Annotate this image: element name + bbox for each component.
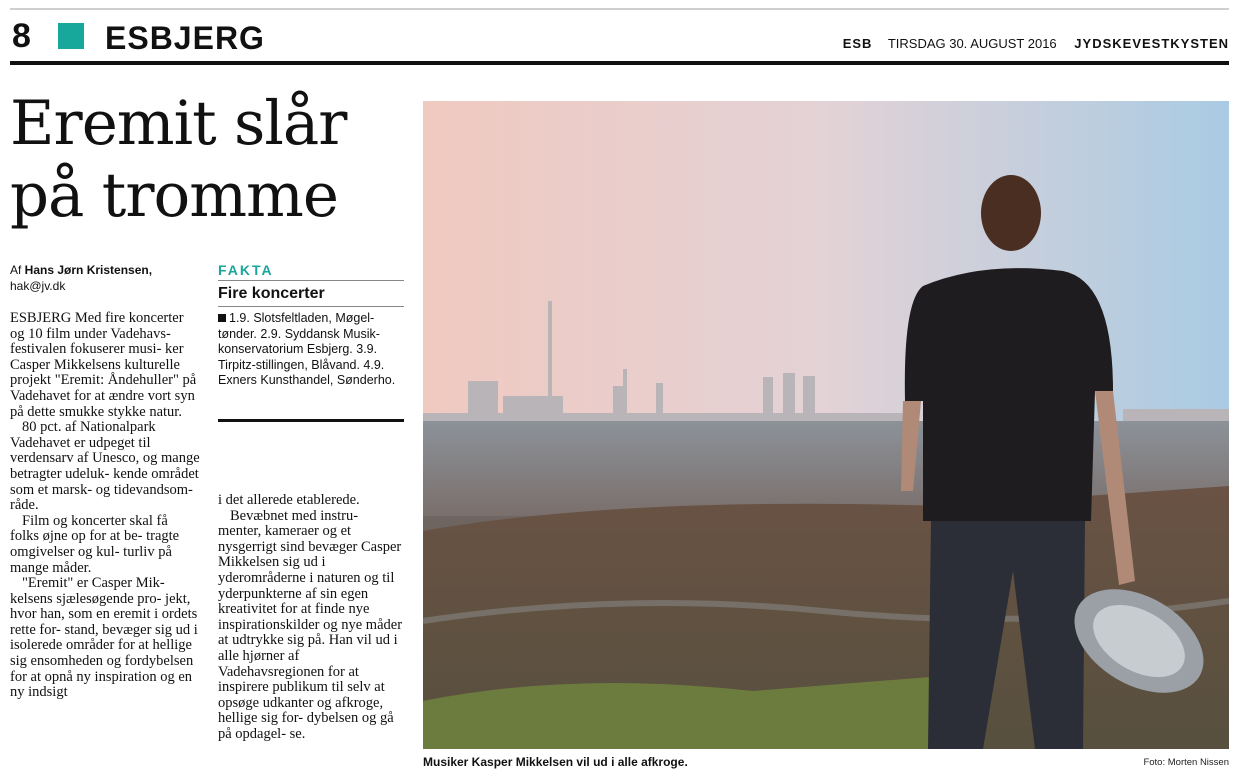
fakta-text [218, 311, 404, 389]
square-bullet-icon [218, 314, 226, 322]
fakta-box [218, 262, 404, 389]
photo-caption: Musiker Kasper Mikkelsen vil ud i alle afkroge. [423, 755, 688, 769]
top-rule [10, 8, 1229, 10]
article-column-2 [218, 493, 404, 743]
paragraph: i det allerede etablerede. [218, 492, 360, 508]
paragraph: ESBJERG Med fire koncerter og 10 film under Vadehavs- festivalen fokuserer musi- ker Casper Mikkelsens kulturelle projekt "Eremit: Åndehuller" på Vadehavet for at ændre vort syn på dette smukke stykke natur. [10, 310, 197, 420]
fakta-text-body: 1.9. Slotsfeltladen, Møgel- tønder. 2.9. Syddansk Musik- konservatorium Esbjerg. 3.9. Tirpitz-stillingen, Blåvand. 4.9. Exners Kunsthandel, Sønderho. [218, 311, 396, 387]
paragraph: 80 pct. af Nationalpark Vadehavet er udpeget til verdensarv af Unesco, og mange betragter udeluk- kende området som et marsk- og tidevandsom- råde. [10, 419, 200, 514]
byline-email: hak@jv.dk [10, 279, 66, 293]
photo-credit: Foto: Morten Nissen [1143, 757, 1229, 768]
newspaper-name: JYDSKEVESTKYSTEN [1074, 36, 1229, 51]
header-rule [10, 61, 1229, 65]
fakta-divider [218, 306, 404, 307]
paragraph: Bevæbnet med instru- menter, kameraer og et nysgerrigt sind bevæger Casper Mikkelsen sig ud i yderområderne i naturen og til yderpunkterne af sin egen kreativitet for at finde nye inspirationskilder og nye måder at udtrykke sig på. Han vil ud i alle hjørner af Vadehavsregionen for at inspirere publikum til selv at opsøge udkanter og afkroge, hellige sig for- dybelsen og gå på opdagel- se. [218, 507, 403, 742]
byline-prefix: Af [10, 263, 25, 277]
photo-illustration [423, 101, 1229, 749]
fakta-divider [218, 280, 404, 281]
header-meta [843, 36, 1229, 52]
page-header [10, 14, 1229, 60]
section-color-square [58, 23, 84, 49]
article-photo [423, 101, 1229, 749]
headline [10, 88, 410, 232]
fakta-bottom-rule [218, 419, 404, 422]
edition-code: ESB [842, 36, 873, 51]
byline [10, 262, 200, 294]
fakta-label: FAKTA [218, 262, 274, 278]
fakta-title: Fire koncerter [218, 285, 325, 302]
section-name: ESBJERG [105, 20, 265, 56]
issue-date: TIRSDAG 30. AUGUST 2016 [887, 36, 1057, 51]
byline-author: Hans Jørn Kristensen, [24, 263, 153, 277]
headline-line-2: på tromme [10, 160, 338, 231]
paragraph: "Eremit" er Casper Mik- kelsens sjælesøgende pro- jekt, hvor han, som en eremit i ordets rette for- stand, bevæger sig ud i isolerede områder for at hellige sig ensomheden og fordybelsen for at opnå ny inspiration og en ny indsigt [10, 575, 198, 701]
article-column-1 [10, 311, 200, 701]
headline-line-1: Eremit slår [10, 88, 347, 159]
page-number: 8 [12, 17, 31, 55]
paragraph: Film og koncerter skal få folks øjne op for at be- tragte omgivelser og kul- turliv på mange måder. [10, 512, 180, 576]
